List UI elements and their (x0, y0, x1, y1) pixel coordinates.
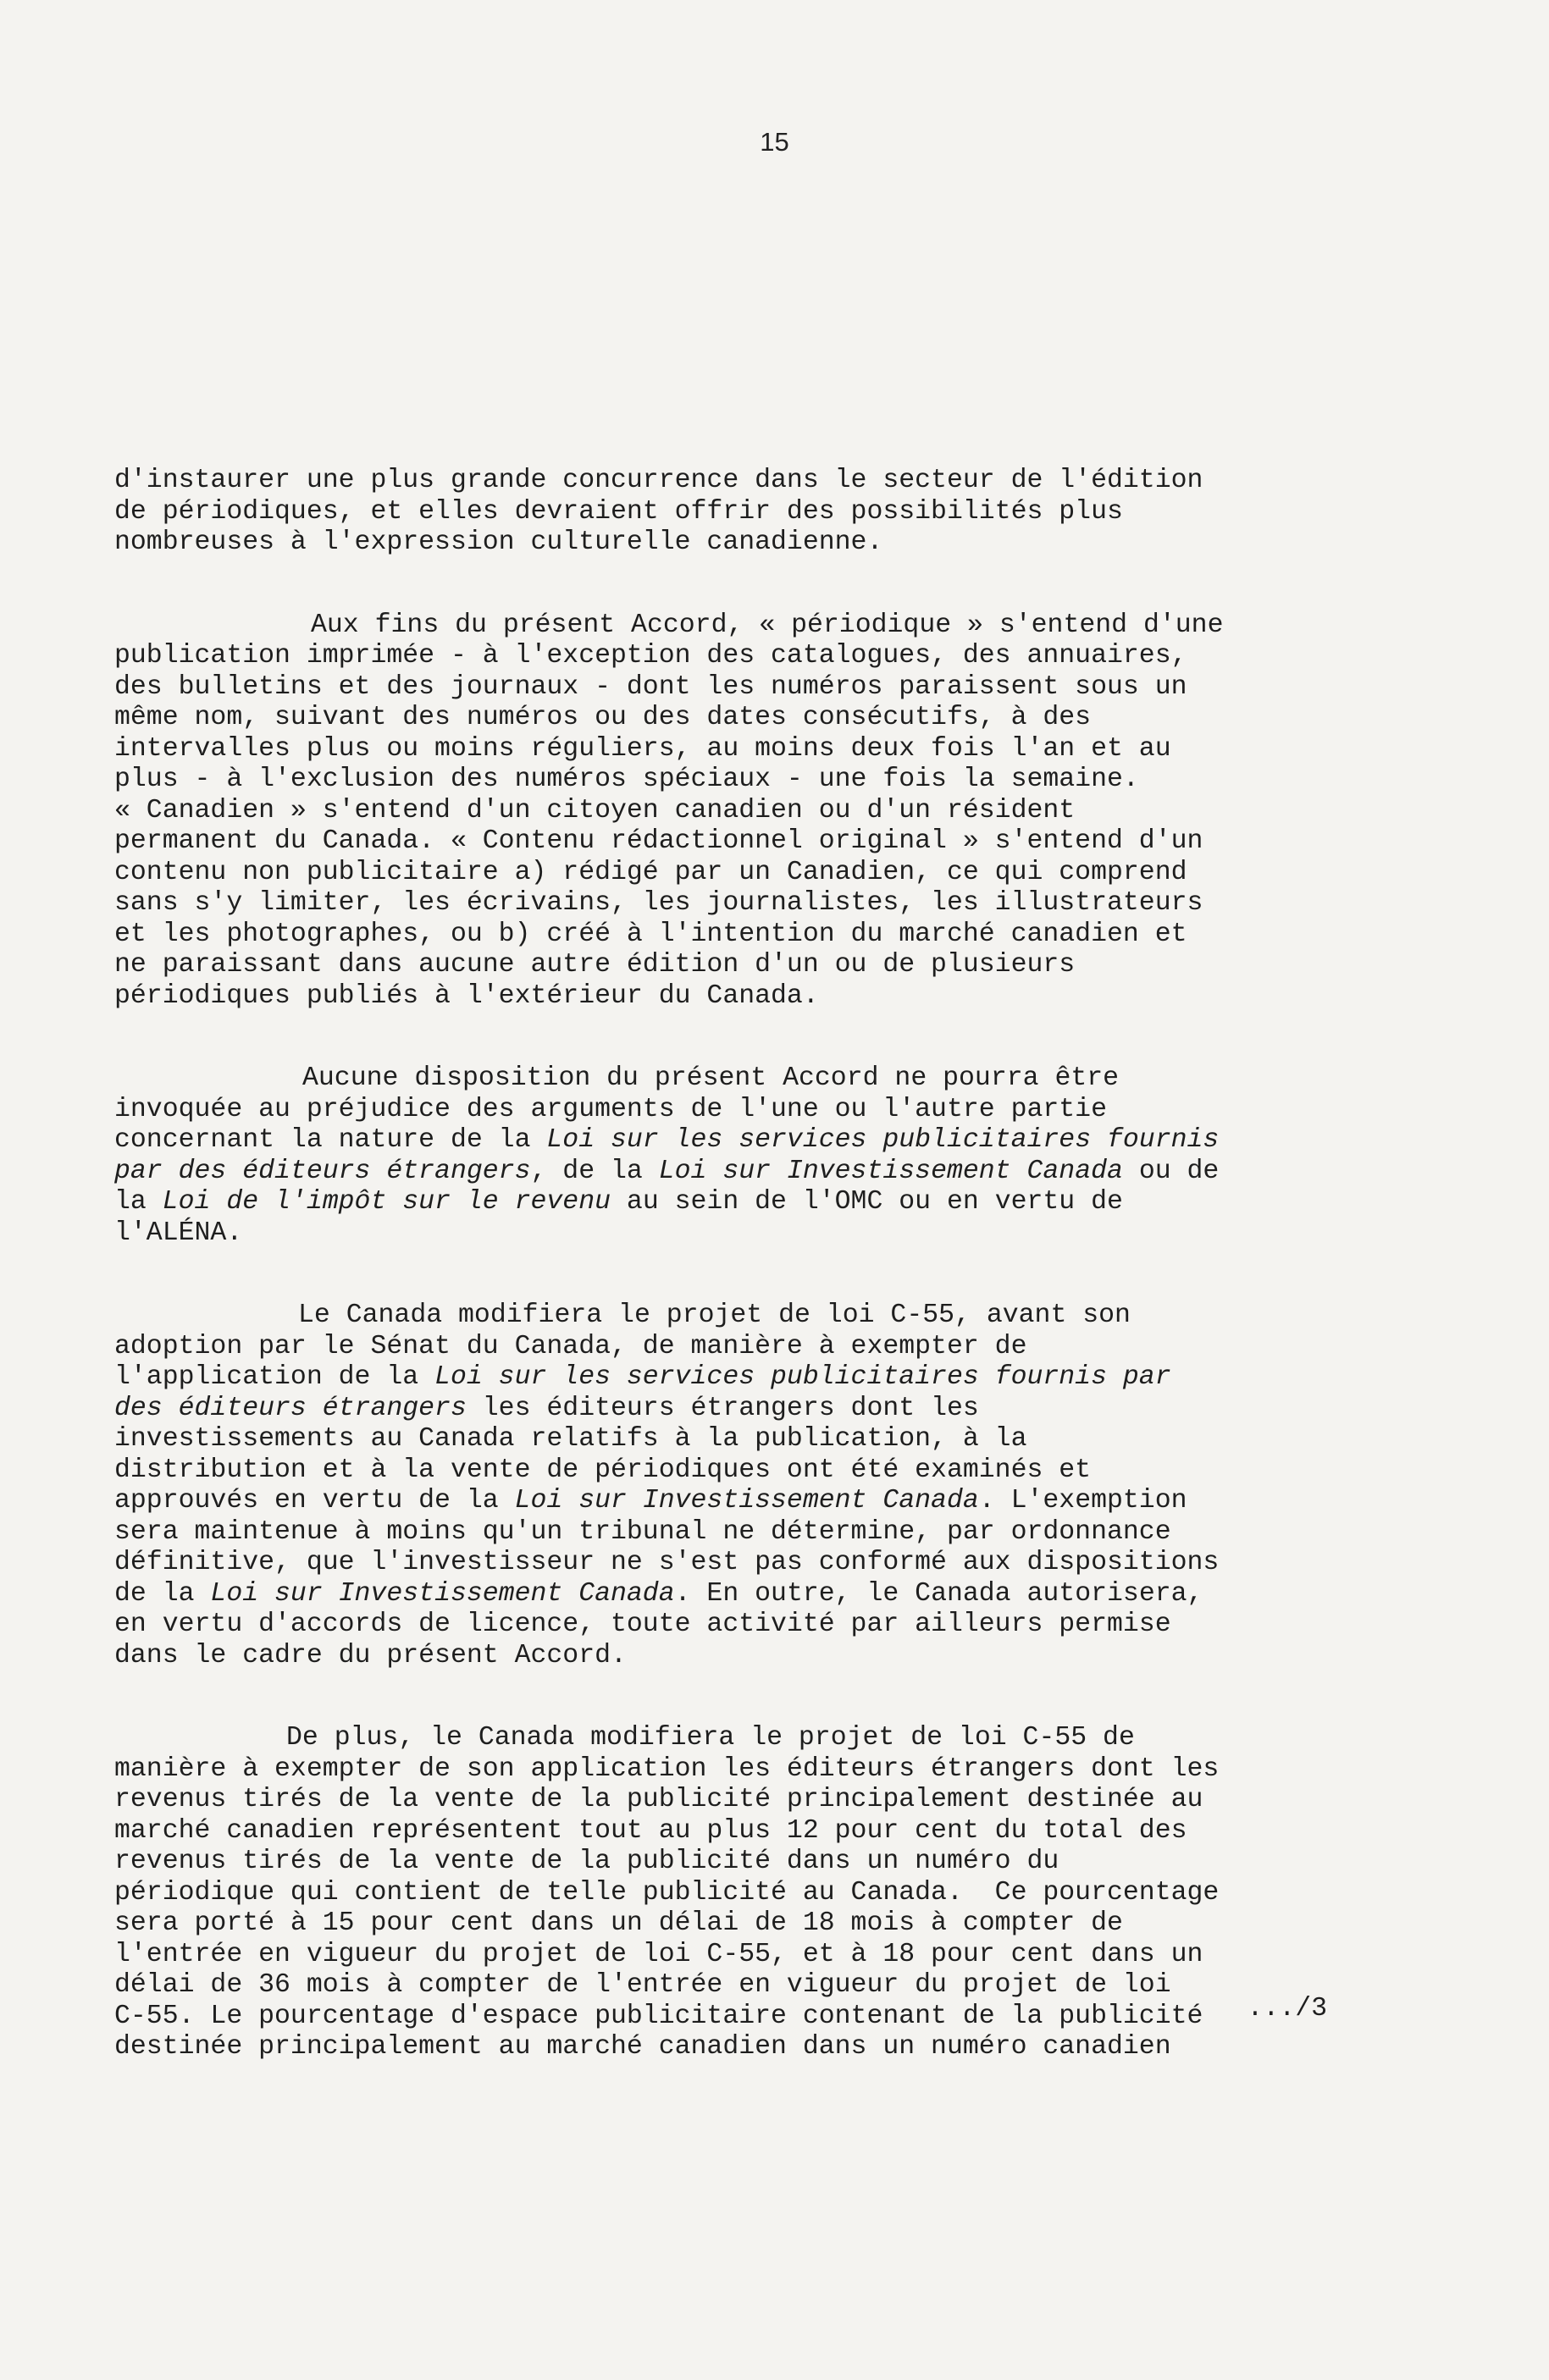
italic-segment: Loi sur les services publicitaires fournis (546, 1125, 1220, 1155)
text-line (114, 950, 1452, 981)
text-line (114, 1187, 1452, 1218)
text-line (114, 1816, 1452, 1847)
text-line (114, 1610, 1452, 1641)
text-line (114, 1157, 1452, 1188)
text-line (114, 1125, 1452, 1157)
page-number: 15 (760, 127, 789, 157)
text-line (114, 826, 1452, 858)
italic-segment: Loi sur les services publicitaires fournis par (434, 1362, 1171, 1392)
italic-segment: par des éditeurs étrangers (114, 1156, 531, 1186)
text-line (114, 919, 1452, 951)
text-line (114, 703, 1452, 734)
text-segment: de la (114, 1578, 211, 1609)
text-segment: sans s'y limiter, les écrivains, les journalistes, les illustrateurs (114, 888, 1203, 918)
italic-segment: des éditeurs étrangers (114, 1393, 467, 1423)
continuation-marker: .../3 (1247, 1994, 1327, 2024)
text-segment: concernant la nature de la (114, 1125, 547, 1155)
text-segment: l'entrée en vigueur du projet de loi C-55, et à 18 pour cent dans un (114, 1939, 1203, 1969)
text-line (114, 1362, 1452, 1394)
paragraph-1 (114, 466, 1452, 559)
text-segment: en vertu d'accords de licence, toute activité par ailleurs permise (114, 1610, 1171, 1639)
text-segment: , de la (530, 1156, 659, 1186)
text-segment: De plus, le Canada modifiera le projet de loi C-55 de (286, 1723, 1135, 1753)
text-segment: l'ALÉNA. (114, 1218, 243, 1248)
text-line (114, 527, 1452, 559)
document-body (114, 466, 1452, 2115)
text-segment: d'instaurer une plus grande concurrence dans le secteur de l'édition (114, 466, 1203, 495)
text-line (114, 1785, 1452, 1816)
text-line (114, 1095, 1452, 1126)
text-segment: et les photographes, ou b) créé à l'intention du marché canadien et (114, 919, 1187, 949)
paragraph-3 (114, 1063, 1452, 1249)
text-segment: C-55. Le pourcentage d'espace publicitaire contenant de la publicité (114, 2001, 1203, 2031)
text-segment: destinée principalement au marché canadien dans un numéro canadien (114, 2032, 1171, 2062)
text-line (114, 888, 1452, 919)
text-segment: revenus tirés de la vente de la publicité dans un numéro du (114, 1847, 1059, 1876)
text-segment: invoquée au préjudice des arguments de l'une ou l'autre partie (114, 1094, 1107, 1124)
text-line (114, 765, 1452, 796)
text-line (114, 1486, 1452, 1517)
text-line (114, 734, 1452, 765)
text-line (114, 1940, 1452, 1971)
text-segment: les éditeurs étrangers dont les (466, 1393, 979, 1423)
text-line (114, 497, 1452, 528)
text-segment: même nom, suivant des numéros ou des dates consécutifs, à des (114, 703, 1092, 732)
text-line (114, 672, 1452, 704)
text-segment: revenus tirés de la vente de la publicité principalement destinée au (114, 1785, 1203, 1814)
text-segment: marché canadien représentent tout au plus 12 pour cent du total des (114, 1815, 1187, 1846)
text-segment: « Canadien » s'entend d'un citoyen canadien ou d'un résident (114, 795, 1076, 826)
text-segment: définitive, que l'investisseur ne s'est pas conformé aux dispositions (114, 1548, 1220, 1577)
text-segment: périodiques publiés à l'extérieur du Canada. (114, 980, 819, 1011)
text-segment: intervalles plus ou moins réguliers, au moins deux fois l'an et au (114, 733, 1171, 764)
text-line (114, 858, 1452, 889)
text-segment: distribution et à la vente de périodiques ont été examinés et (114, 1455, 1092, 1485)
text-segment: . En outre, le Canada autorisera, (674, 1578, 1203, 1609)
text-segment: dans le cadre du présent Accord. (114, 1640, 627, 1670)
text-line (114, 1455, 1452, 1487)
text-line (114, 1847, 1452, 1878)
italic-segment: Loi sur Investissement Canada (658, 1156, 1123, 1186)
text-segment: investissements au Canada relatifs à la publication, à la (114, 1424, 1027, 1454)
text-segment: sera maintenue à moins qu'un tribunal ne détermine, par ordonnance (114, 1516, 1171, 1547)
text-segment: Aux fins du présent Accord, « périodique » s'entend d'une (311, 610, 1224, 640)
italic-segment: Loi de l'impôt sur le revenu (162, 1187, 611, 1217)
text-segment: approuvés en vertu de la (114, 1486, 515, 1516)
text-segment: au sein de l'OMC ou en vertu de (611, 1187, 1123, 1217)
text-segment: de périodiques, et elles devraient offrir des possibilités plus (114, 496, 1123, 527)
text-segment: permanent du Canada. « Contenu rédactionnel original » s'entend d'un (114, 826, 1203, 856)
paragraph-4 (114, 1300, 1452, 1671)
text-segment: la (114, 1187, 163, 1217)
text-segment: sera porté à 15 pour cent dans un délai de 18 mois à compter de (114, 1908, 1123, 1938)
text-segment: Aucune disposition du présent Accord ne pourra être (302, 1063, 1120, 1093)
text-line (114, 2032, 1452, 2063)
text-segment: délai de 36 mois à compter de l'entrée en vigueur du projet de loi (114, 1970, 1171, 2000)
text-line (114, 1517, 1452, 1549)
italic-segment: Loi sur Investissement Canada (210, 1578, 675, 1609)
text-line (114, 1908, 1452, 1940)
text-line (114, 1218, 1452, 1250)
text-line (114, 1878, 1452, 1909)
text-line (114, 1300, 1452, 1332)
text-line (114, 1754, 1452, 1786)
text-segment: . L'exemption (978, 1486, 1187, 1516)
text-line (114, 641, 1452, 672)
paragraph-2 (114, 610, 1452, 1013)
text-line (114, 1641, 1452, 1672)
italic-segment: Loi sur Investissement Canada (514, 1486, 979, 1516)
text-segment: l'application de la (114, 1362, 435, 1392)
text-line (114, 1063, 1452, 1095)
text-line (114, 1548, 1452, 1579)
text-line (114, 610, 1452, 642)
text-segment: des bulletins et des journaux - dont les numéros paraissent sous un (114, 671, 1187, 702)
text-line (114, 796, 1452, 827)
text-line (114, 1723, 1452, 1754)
text-line (114, 1332, 1452, 1363)
text-segment: ou de (1122, 1156, 1220, 1186)
text-segment: nombreuses à l'expression culturelle canadienne. (114, 527, 883, 557)
text-line (114, 1394, 1452, 1425)
text-line (114, 981, 1452, 1013)
text-segment: contenu non publicitaire a) rédigé par un Canadien, ce qui comprend (114, 857, 1187, 887)
text-line (114, 1579, 1452, 1610)
text-segment: périodique qui contient de telle publicité au Canada. Ce pourcentage (114, 1877, 1220, 1908)
text-segment: ne paraissant dans aucune autre édition d'un ou de plusieurs (114, 950, 1076, 980)
text-segment: plus - à l'exclusion des numéros spéciaux - une fois la semaine. (114, 765, 1139, 794)
text-segment: adoption par le Sénat du Canada, de manière à exempter de (114, 1331, 1027, 1361)
text-segment: Le Canada modifiera le projet de loi C-55, avant son (298, 1300, 1131, 1330)
text-line (114, 1424, 1452, 1455)
text-segment: publication imprimée - à l'exception des catalogues, des annuaires, (114, 641, 1187, 671)
text-line (114, 466, 1452, 497)
text-segment: manière à exempter de son application les éditeurs étrangers dont les (114, 1753, 1220, 1784)
